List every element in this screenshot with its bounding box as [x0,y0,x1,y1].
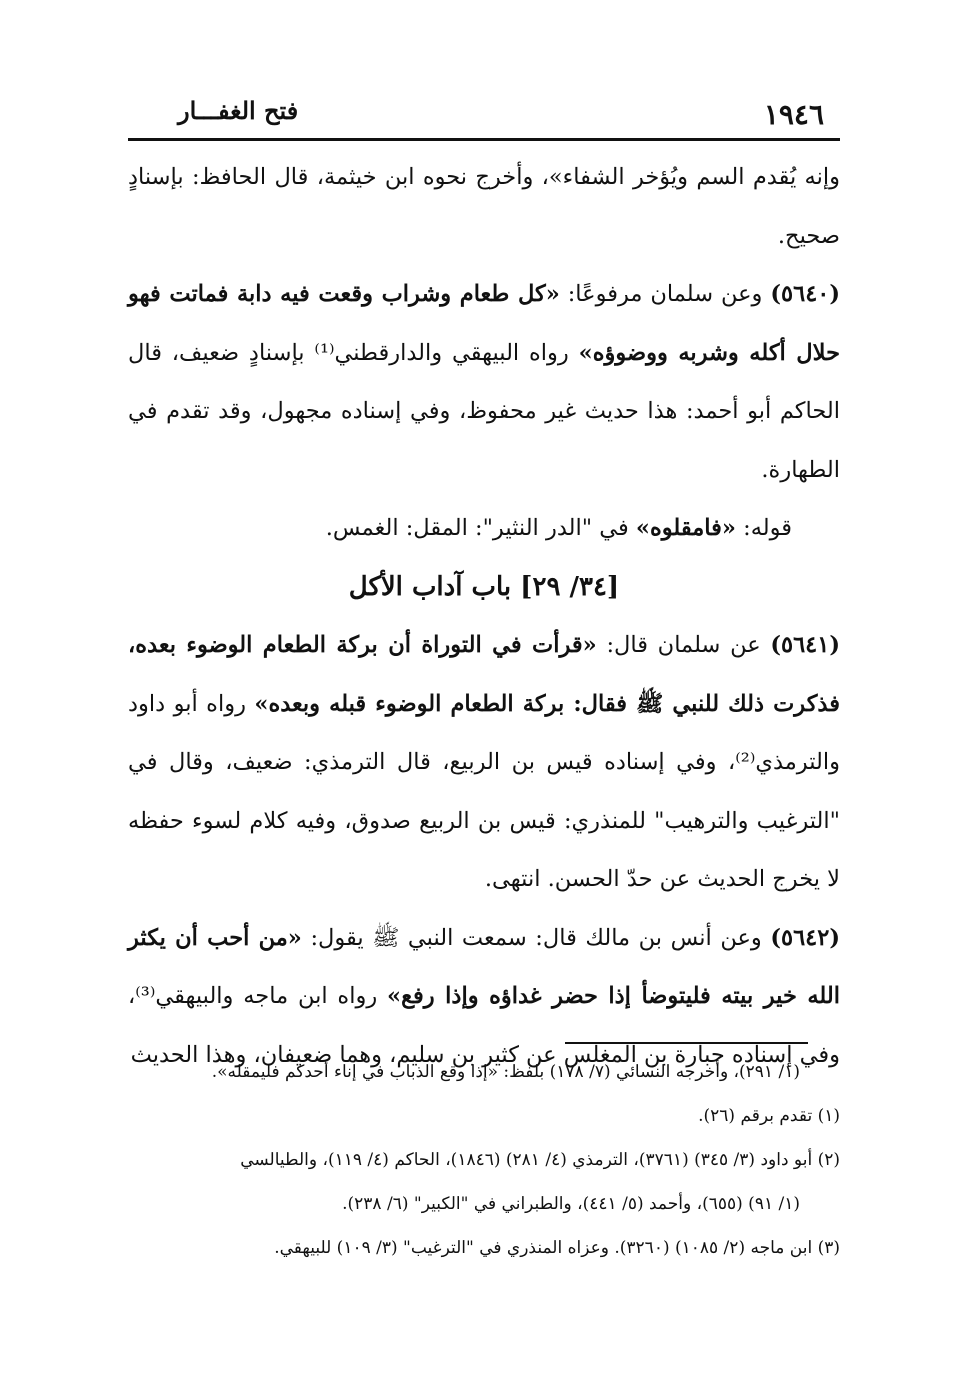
book-title: فتح الغفـــار [178,96,299,125]
comment-rest: في "الدر النثير": المقل: الغمس. [325,515,629,541]
hadith-5640 [128,265,840,499]
footnotes [128,1050,840,1270]
hadith-number: (٥٦٤١) [770,632,840,658]
hadith-commentary: رواه البيهقي والدارقطني⁽¹⁾ بإسنادٍ ضعيف، قال الحاكم أبو أحمد: هذا حديث غير محفوظ، وفي إسناده مجهول، وقد تقدم في الطهارة. [128,339,840,483]
footnote-3: (٣) ابن ماجه (٢/ ١٠٨٥) (٣٢٦٠). وعزاه المنذري في "الترغيب" (٣/ ١٠٩) للبيهقي. [274,1238,840,1258]
footnote-continuation: (١/ ٢٩١)، وأخرجه النسائي (٧/ ١٧٨) بلفظ: «إذا وقع الذباب في إناء أحدكم فليمقله». [211,1062,800,1082]
hadith-5641 [128,616,840,909]
hadith-number: (٥٦٤٠) [770,281,841,307]
footnote-rule [565,1042,808,1044]
word-explanation [128,499,840,558]
paragraph-continuation [128,148,840,265]
hadith-intro: عن سلمان قال: [606,632,761,658]
hadith-commentary: رواه ابن ماجه والبيهقي⁽³⁾، وفي إسناده جبارة بن المغلس عن كثير بن سليم، وهما ضعيفان، وهذا الحديث [128,983,840,1068]
comment-quote: «فامقلوه» [635,515,736,541]
hadith-quote: «كل طعام وشراب وقعت فيه دابة فماتت فهو حلال أكله وشربه ووضوؤه» [128,281,840,366]
hadith-intro: وعن أنس بن مالك قال: سمعت النبي ﷺ يقول: [310,924,762,951]
hadith-quote: «من أحب أن يكثر الله خير بيته فليتوضأ إذا حضر غداؤه وإذا رفع» [128,924,840,1009]
continuation-text: وإنه يُقدم السم ويُؤخر الشفاء»، وأخرج نحوه ابن خيثمة، قال الحافظ: بإسنادٍ صحيح. [128,164,840,249]
hadith-commentary: رواه أبو داود والترمذي⁽²⁾، وفي إسناده قيس بن الربيع، قال الترمذي: ضعيف، وقال في "الترغيب والترهيب" للمنذري: قيس بن الربيع صدوق، وفيه كلام لسوء حفظه لا يخرج الحديث عن حدّ الحسن. انتهى. [128,690,840,892]
page-header [128,92,838,136]
footnote-2-line-1: (٢) أبو داود (٣/ ٣٤٥) (٣٧٦١)، الترمذي (٤/ ٢٨١) (١٨٤٦)، الحاكم (٤/ ١١٩)، والطيالسي [240,1150,840,1170]
hadith-quote: «قرأت في التوراة أن بركة الطعام الوضوء بعده، فذكرت ذلك للنبي ﷺ فقال: بركة الطعام الوضوء قبله وبعده» [128,632,840,717]
header-rule [128,138,840,141]
page-number: ١٩٤٦ [763,98,824,131]
chapter-heading: [٣٤/ ٢٩] باب آداب الأكل [348,571,620,602]
hadith-number: (٥٦٤٢) [770,924,840,951]
footnote-2-line-2: (١/ ٩١) (٦٥٥)، وأحمد (٥/ ٤٤١)، والطبراني في "الكبير" (٦/ ٢٣٨). [342,1194,800,1214]
hadith-intro: وعن سلمان مرفوعًا: [567,281,763,307]
footnote-1: (١) تقدم برقم (٢٦). [698,1106,840,1126]
comment-prefix: قوله: [743,515,792,541]
main-text [128,148,840,1084]
